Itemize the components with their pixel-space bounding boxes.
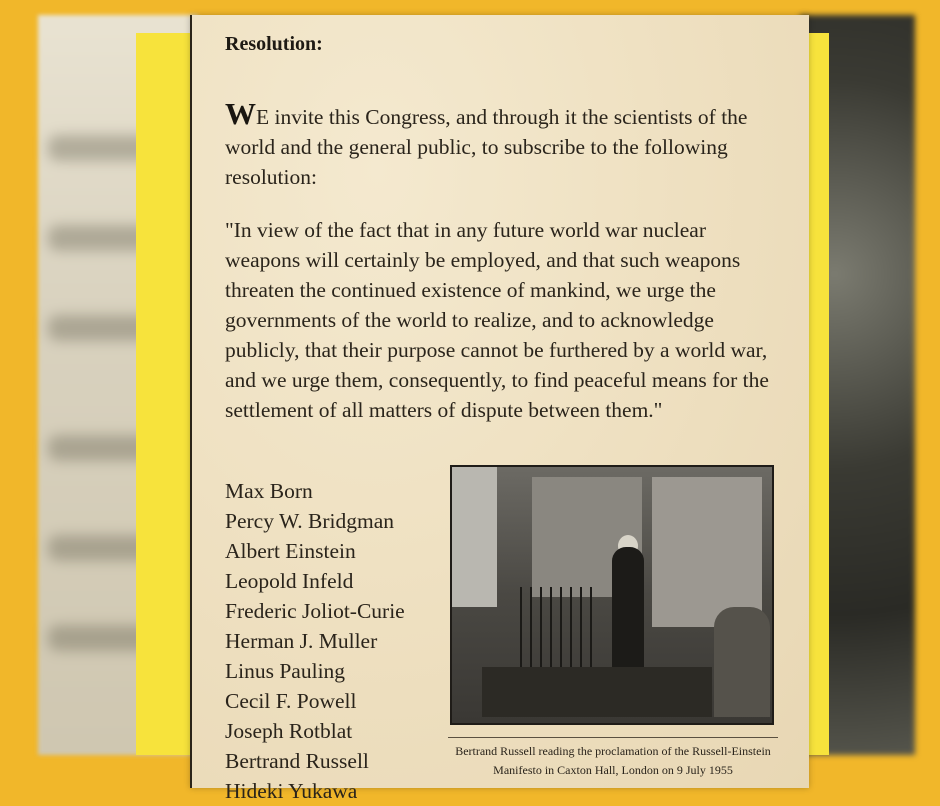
intro-text: E invite this Congress, and through it the scientists of the world and the general public, to subscribe to the following resolution: [225, 105, 748, 189]
photo-caption: Bertrand Russell reading the proclamation of the Russell-Einstein Manifesto in Caxton Hall, London on 9 July 1955 [448, 737, 778, 780]
drop-cap: W [225, 96, 256, 131]
signatories-list [225, 476, 405, 806]
manifesto-page [190, 15, 809, 803]
signatory: Leopold Infeld [225, 569, 354, 593]
signatory: Frederic Joliot-Curie [225, 599, 405, 623]
signatory: Herman J. Muller [225, 629, 378, 653]
resolution-heading: Resolution: [225, 33, 323, 55]
signatory: Hideki Yukawa [225, 779, 358, 803]
signatory: Albert Einstein [225, 539, 356, 563]
signatory: Cecil F. Powell [225, 689, 357, 713]
resolution-quote: "In view of the fact that in any future world war nuclear weapons will certainly be employed, and that such weapons threaten the continued existence of mankind, we urge the governments of the world to realize, and to acknowledge publicly, that their purpose cannot be furthered by a world war, and we urge them, consequently, to find peaceful means for the settlement of all matters of dispute between them." [225, 218, 769, 422]
signatory: Linus Pauling [225, 659, 346, 683]
intro-paragraph [225, 96, 785, 192]
signatory: Percy W. Bridgman [225, 509, 394, 533]
signatory: Joseph Rotblat [225, 719, 353, 743]
signatory: Bertrand Russell [225, 749, 369, 773]
historical-photo [450, 465, 774, 725]
signatory: Max Born [225, 479, 313, 503]
